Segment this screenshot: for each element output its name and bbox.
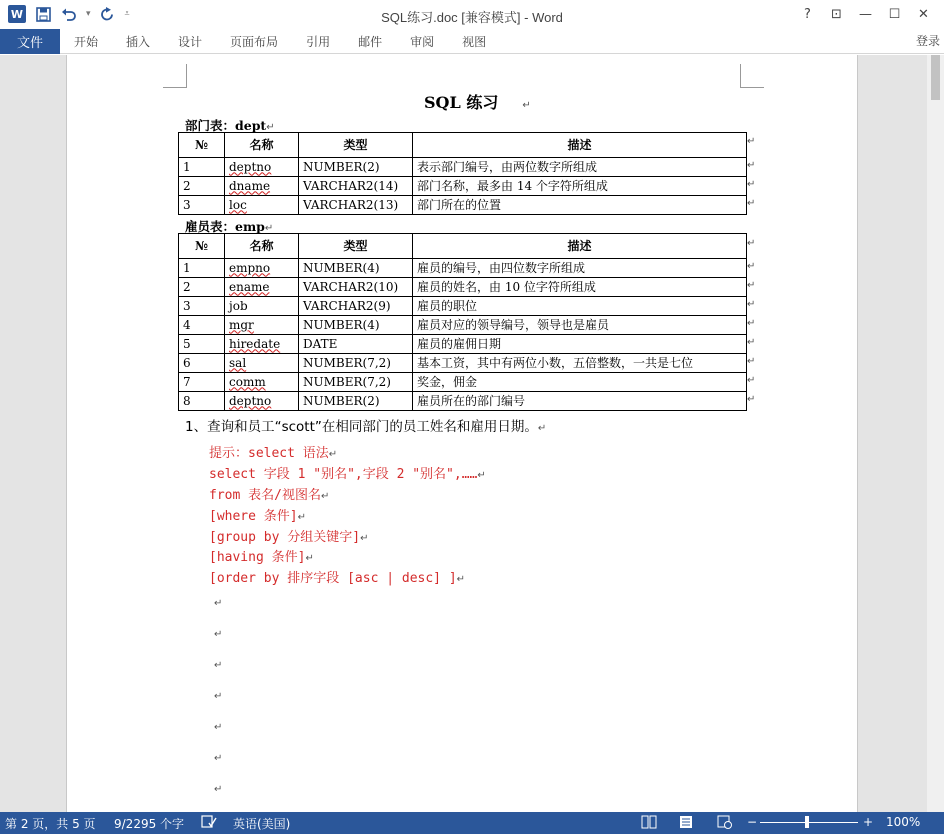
cell-type: NUMBER(7,2) [299,373,413,392]
margin-corner-mark [740,64,764,88]
cell-desc: 基本工资，其中有两位小数，五倍整数，一共是七位 [413,354,747,373]
undo-dropdown-icon[interactable]: ▾ [86,9,91,19]
header-name: 名称 [225,133,299,158]
maximize-button[interactable]: ☐ [888,6,901,22]
header-no: № [179,234,225,259]
empty-paragraph-mark: ↵ [214,691,223,702]
hint-line: select 字段 1 "别名",字段 2 "别名",……↵ [209,467,486,482]
cell-type: VARCHAR2(14) [299,177,413,196]
empty-paragraph-mark: ↵ [214,784,223,795]
row-end-mark: ↵ [747,160,756,171]
ribbon-display-button[interactable]: ⊡ [831,6,842,22]
customize-qat-icon[interactable]: ⩡ [124,9,130,19]
emp-section-label: 雇员表：emp↵ [185,219,274,234]
cell-type: NUMBER(2) [299,392,413,411]
proofing-icon[interactable] [201,815,217,832]
row-end-mark: ↵ [747,136,756,147]
row-end-mark: ↵ [747,299,756,310]
cell-desc: 奖金，佣金 [413,373,747,392]
header-type: 类型 [299,234,413,259]
table-row [179,373,747,392]
zoom-in-button[interactable]: + [863,815,874,829]
cell-name: ename [225,278,299,297]
cell-no: 7 [179,373,225,392]
cell-desc: 雇员对应的领导编号，领导也是雇员 [413,316,747,335]
table-row [179,297,747,316]
header-desc: 描述 [413,133,747,158]
tab-view[interactable]: 视图 [462,35,487,49]
tab-home[interactable]: 开始 [74,35,99,49]
table-row [179,354,747,373]
zoom-level[interactable]: 100% [886,815,921,829]
tab-design[interactable]: 设计 [178,35,203,49]
cell-type: VARCHAR2(10) [299,278,413,297]
word-count[interactable]: 9/2295 个字 [114,817,185,831]
header-desc: 描述 [413,234,747,259]
cell-name: comm [225,373,299,392]
table-row [179,158,747,177]
table-row [179,278,747,297]
cell-type: NUMBER(2) [299,158,413,177]
title-bar [0,0,944,29]
table-row [179,392,747,411]
cell-name: job [225,297,299,316]
status-bar [0,812,944,834]
page-indicator[interactable]: 第 2 页，共 5 页 [5,817,96,831]
cell-desc: 部门名称，最多由 14 个字符所组成 [413,177,747,196]
cell-desc: 雇员所在的部门编号 [413,392,747,411]
cell-name: loc [225,196,299,215]
empty-paragraph-mark: ↵ [214,722,223,733]
table-header-row [179,133,747,158]
row-end-mark: ↵ [747,238,756,249]
cell-no: 2 [179,177,225,196]
cell-type: NUMBER(4) [299,259,413,278]
vertical-scrollbar[interactable] [927,55,944,812]
row-end-mark: ↵ [747,261,756,272]
cell-no: 5 [179,335,225,354]
sign-in-link[interactable]: 登录 [915,34,940,48]
zoom-slider[interactable] [760,822,858,823]
cell-desc: 表示部门编号，由两位数字所组成 [413,158,747,177]
document-area [0,55,944,812]
dept-section-label: 部门表：dept↵ [185,118,275,133]
zoom-slider-knob[interactable] [805,816,809,828]
header-name: 名称 [225,234,299,259]
cell-no: 2 [179,278,225,297]
dept-table [178,132,747,215]
tab-mailings[interactable]: 邮件 [358,35,383,49]
empty-paragraph-mark: ↵ [214,660,223,671]
hint-line: [order by 排序字段 [asc | desc] ]↵ [209,571,466,586]
cell-no: 3 [179,297,225,316]
table-header-row [179,234,747,259]
row-end-mark: ↵ [747,280,756,291]
row-end-mark: ↵ [747,375,756,386]
hint-line: 提示：select 语法↵ [209,446,338,461]
ribbon-tab-list [60,29,500,54]
table-row [179,316,747,335]
row-end-mark: ↵ [747,337,756,348]
cell-name: mgr [225,316,299,335]
hint-line: [having 条件]↵ [209,550,314,565]
cell-type: NUMBER(4) [299,316,413,335]
scrollbar-thumb[interactable] [931,55,940,100]
cell-no: 1 [179,259,225,278]
document-page[interactable] [66,55,858,812]
cell-name: deptno [225,392,299,411]
hint-line: [where 条件]↵ [209,509,307,524]
hint-line: from 表名/视图名↵ [209,488,330,503]
cell-name: sal [225,354,299,373]
empty-paragraph-mark: ↵ [214,753,223,764]
cell-type: NUMBER(7,2) [299,354,413,373]
row-end-mark: ↵ [747,318,756,329]
cell-name: deptno [225,158,299,177]
table-row [179,196,747,215]
language-indicator[interactable]: 英语(美国) [233,817,291,831]
hint-line: [group by 分组关键字]↵ [209,530,369,545]
row-end-mark: ↵ [747,356,756,367]
cell-desc: 雇员的雇佣日期 [413,335,747,354]
emp-table [178,233,747,411]
document-heading: SQL 练习 ↵ [424,93,531,112]
table-row [179,259,747,278]
cell-no: 3 [179,196,225,215]
tab-references[interactable]: 引用 [306,35,331,49]
cell-type: DATE [299,335,413,354]
margin-corner-mark [163,64,187,88]
table-row [179,177,747,196]
word-app-icon[interactable]: W [8,5,26,23]
empty-paragraph-mark: ↵ [214,598,223,609]
cell-no: 4 [179,316,225,335]
tab-review[interactable]: 审阅 [410,35,435,49]
close-button[interactable]: ✕ [918,6,929,22]
table-row [179,335,747,354]
help-button[interactable]: ? [804,6,811,22]
tab-page-layout[interactable]: 页面布局 [230,35,279,49]
cell-name: dname [225,177,299,196]
header-type: 类型 [299,133,413,158]
cell-type: VARCHAR2(9) [299,297,413,316]
cell-desc: 雇员的职位 [413,297,747,316]
cell-no: 1 [179,158,225,177]
tab-insert[interactable]: 插入 [126,35,151,49]
empty-paragraph-mark: ↵ [214,629,223,640]
tab-file[interactable]: 文件 [0,29,60,54]
window-controls [793,4,938,24]
row-end-mark: ↵ [747,179,756,190]
header-no: № [179,133,225,158]
cell-desc: 部门所在的位置 [413,196,747,215]
cell-no: 6 [179,354,225,373]
document-title: SQL练习.doc [兼容模式] - Word [381,10,563,25]
cell-type: VARCHAR2(13) [299,196,413,215]
cell-desc: 雇员的姓名，由 10 位字符所组成 [413,278,747,297]
print-layout-icon[interactable] [679,815,693,832]
row-end-mark: ↵ [747,198,756,209]
ribbon-tabs [0,29,944,54]
web-layout-icon[interactable] [717,815,733,832]
minimize-button[interactable]: — [859,6,872,22]
read-mode-icon[interactable] [641,815,657,832]
question-text: 1、查询和员工“scott”在相同部门的员工姓名和雇用日期。↵ [185,419,547,435]
cell-desc: 雇员的编号，由四位数字所组成 [413,259,747,278]
cell-name: empno [225,259,299,278]
zoom-out-button[interactable]: − [747,815,758,829]
cell-name: hiredate [225,335,299,354]
row-end-mark: ↵ [747,394,756,405]
cell-no: 8 [179,392,225,411]
